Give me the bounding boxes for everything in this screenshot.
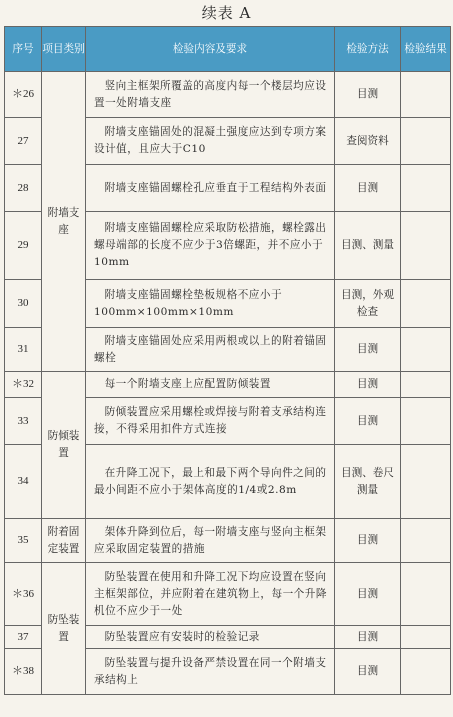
row-item: 在升降工况下，最上和最下两个导向件之间的最小间距不应小于架体高度的1/4或2.8m — [86, 445, 335, 519]
row-method: 目测 — [335, 372, 401, 398]
row-number: 28 — [5, 165, 42, 212]
row-item: 架体升降到位后，每一附墙支座与竖向主框架应采取固定装置的措施 — [86, 519, 335, 563]
row-result[interactable] — [401, 328, 451, 372]
row-item: 防坠装置应有安装时的检验记录 — [86, 626, 335, 649]
row-number: 31 — [5, 328, 42, 372]
row-number: 29 — [5, 212, 42, 280]
row-result[interactable] — [401, 118, 451, 165]
row-result[interactable] — [401, 212, 451, 280]
row-item: 防坠装置在使用和升降工况下均应设置在竖向主框架部位，并应附着在建筑物上，每一个升降机位不应少于一处 — [86, 563, 335, 626]
header-content: 检验内容及要求 — [86, 27, 335, 72]
row-result[interactable] — [401, 445, 451, 519]
header-method: 检验方法 — [335, 27, 401, 72]
category-cell: 防倾装置 — [42, 372, 86, 519]
row-method: 目测 — [335, 72, 401, 118]
row-result[interactable] — [401, 649, 451, 695]
row-item: 附墙支座锚固处的混凝土强度应达到专项方案设计值，且应大于C10 — [86, 118, 335, 165]
row-method: 目测 — [335, 626, 401, 649]
row-item: 每一个附墙支座上应配置防倾装置 — [86, 372, 335, 398]
table-row — [5, 372, 451, 398]
category-cell: 附着固定装置 — [42, 519, 86, 563]
row-method: 目测，外观检查 — [335, 280, 401, 328]
row-method: 目测 — [335, 328, 401, 372]
row-item: 竖向主框架所覆盖的高度内每一个楼层均应设置一处附墙支座 — [86, 72, 335, 118]
header-result: 检验结果 — [401, 27, 451, 72]
row-result[interactable] — [401, 563, 451, 626]
row-method: 目测 — [335, 398, 401, 445]
row-method: 目测、测量 — [335, 212, 401, 280]
row-method: 目测 — [335, 649, 401, 695]
row-method: 目测 — [335, 563, 401, 626]
page-title: 续表 A — [201, 4, 252, 22]
row-number: 33 — [5, 398, 42, 445]
row-number: 35 — [5, 519, 42, 563]
row-item: 附墙支座锚固处应采用两根或以上的附着锚固螺栓 — [86, 328, 335, 372]
row-result[interactable] — [401, 165, 451, 212]
row-result[interactable] — [401, 398, 451, 445]
header-no: 序号 — [5, 27, 42, 72]
row-item: 附墙支座锚固螺栓孔应垂直于工程结构外表面 — [86, 165, 335, 212]
row-result[interactable] — [401, 372, 451, 398]
row-method: 目测 — [335, 165, 401, 212]
row-result[interactable] — [401, 280, 451, 328]
row-number: ＊32 — [5, 372, 42, 398]
category-cell: 附墙支座 — [42, 72, 86, 372]
row-result[interactable] — [401, 519, 451, 563]
row-method: 目测、卷尺测量 — [335, 445, 401, 519]
row-number: 37 — [5, 626, 42, 649]
row-number: 30 — [5, 280, 42, 328]
row-result[interactable] — [401, 72, 451, 118]
row-item: 附墙支座锚固螺栓垫板规格不应小于100mm×100mm×10mm — [86, 280, 335, 328]
row-item: 防坠装置与提升设备严禁设置在同一个附墙支承结构上 — [86, 649, 335, 695]
row-method: 目测 — [335, 519, 401, 563]
row-number: ＊26 — [5, 72, 42, 118]
row-number: 27 — [5, 118, 42, 165]
table-row — [5, 72, 451, 118]
row-result[interactable] — [401, 626, 451, 649]
row-number: 34 — [5, 445, 42, 519]
row-number: ＊36 — [5, 563, 42, 626]
table-row — [5, 563, 451, 626]
row-item: 防倾装置应采用螺栓或焊接与附着支承结构连接，不得采用扣件方式连接 — [86, 398, 335, 445]
inspection-table — [4, 26, 451, 695]
header-row — [5, 27, 451, 72]
row-item: 附墙支座锚固螺栓应采取防松措施，螺栓露出螺母端部的长度不应少于3倍螺距，并不应小于10mm — [86, 212, 335, 280]
header-category: 项目类别 — [42, 27, 86, 72]
row-method: 查阅资料 — [335, 118, 401, 165]
row-number: ＊38 — [5, 649, 42, 695]
category-cell: 防坠装置 — [42, 563, 86, 695]
table-row — [5, 519, 451, 563]
